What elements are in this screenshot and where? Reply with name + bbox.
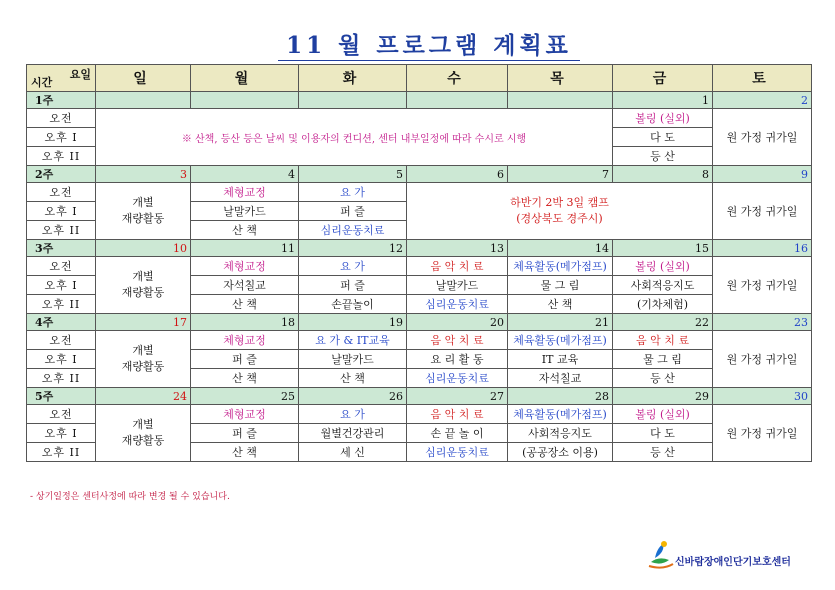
activity-cell: 손끝놀이	[299, 295, 407, 314]
time-slot-label: 오후 I	[27, 202, 96, 221]
home-visit-day: 원 가정 귀가일	[713, 109, 812, 166]
date-cell: 22	[613, 314, 713, 331]
activity-cell: 날말카드	[299, 350, 407, 369]
date-cell	[407, 92, 508, 109]
week-label: 5주	[27, 388, 96, 405]
activity-cell: 요 가 & IT교육	[299, 331, 407, 350]
date-cell	[191, 92, 299, 109]
home-visit-day: 원 가정 귀가일	[713, 183, 812, 240]
week-row	[27, 92, 812, 109]
activity-cell: 음 악 치 료	[407, 405, 508, 424]
date-cell	[96, 92, 191, 109]
date-cell: 23	[713, 314, 812, 331]
activity-cell: 체육활동(메가점프)	[508, 405, 613, 424]
activity-cell: 음 악 치 료	[407, 257, 508, 276]
date-cell	[508, 92, 613, 109]
day-header: 금	[613, 65, 713, 92]
date-cell: 5	[299, 166, 407, 183]
week-row	[27, 166, 812, 183]
activity-cell: 요 가	[299, 405, 407, 424]
time-slot-label: 오후 II	[27, 147, 96, 166]
day-header: 월	[191, 65, 299, 92]
week1-notice: ※ 산책, 등산 등은 날씨 및 이용자의 컨디션, 센터 내부일정에 따라 수시로 시행	[96, 109, 613, 166]
activity-cell: 산 책	[191, 369, 299, 388]
activity-cell: 요 리 활 동	[407, 350, 508, 369]
activity-cell: 산 책	[299, 369, 407, 388]
activity-cell: 날말카드	[191, 202, 299, 221]
date-cell: 7	[508, 166, 613, 183]
activity-cell: 요 가	[299, 257, 407, 276]
time-label: 시간	[31, 76, 53, 89]
center-name: 신바람장애인단기보호센터	[675, 557, 791, 568]
time-slot-label: 오전	[27, 405, 96, 424]
activity-cell: 체형교정	[191, 183, 299, 202]
time-slot-label: 오후 I	[27, 350, 96, 369]
activity-cell: 산 책	[508, 295, 613, 314]
date-cell: 8	[613, 166, 713, 183]
activity-cell: 음 악 치 료	[613, 331, 713, 350]
activity-cell: 퍼 즐	[299, 276, 407, 295]
activity-cell: (기차체험)	[613, 295, 713, 314]
date-cell: 19	[299, 314, 407, 331]
activity-cell: 심리운동치료	[407, 295, 508, 314]
time-slot-label: 오후 I	[27, 276, 96, 295]
activity-cell: 사회적응지도	[508, 424, 613, 443]
individual-activity: 개별 재량활동	[96, 331, 191, 388]
activity-cell: 심리운동치료	[299, 221, 407, 240]
date-cell: 25	[191, 388, 299, 405]
day-header: 목	[508, 65, 613, 92]
activity-cell: 물 그 림	[613, 350, 713, 369]
date-cell: 1	[613, 92, 713, 109]
week-row	[27, 314, 812, 331]
date-cell: 9	[713, 166, 812, 183]
date-cell: 29	[613, 388, 713, 405]
date-cell: 15	[613, 240, 713, 257]
activity-cell: 요 가	[299, 183, 407, 202]
home-visit-day: 원 가정 귀가일	[713, 257, 812, 314]
time-slot-label: 오후 I	[27, 128, 96, 147]
activity-cell: 손 끝 놀 이	[407, 424, 508, 443]
home-visit-day: 원 가정 귀가일	[713, 331, 812, 388]
date-cell: 12	[299, 240, 407, 257]
time-slot-label: 오전	[27, 257, 96, 276]
individual-activity: 개별 재량활동	[96, 257, 191, 314]
day-header: 일	[96, 65, 191, 92]
activity-cell: 등 산	[613, 147, 713, 166]
time-slot-label: 오전	[27, 183, 96, 202]
activity-cell: 볼링 (실외)	[613, 109, 713, 128]
activity-cell: (공공장소 이용)	[508, 443, 613, 462]
activity-cell: 자석칠교	[508, 369, 613, 388]
schedule-table	[26, 64, 812, 462]
date-cell: 27	[407, 388, 508, 405]
time-slot-label: 오후 I	[27, 424, 96, 443]
day-header: 수	[407, 65, 508, 92]
activity-cell: 체형교정	[191, 257, 299, 276]
activity-cell: 체육활동(메가점프)	[508, 257, 613, 276]
activity-cell: 심리운동치료	[407, 369, 508, 388]
activity-cell: 물 그 림	[508, 276, 613, 295]
week-row	[27, 240, 812, 257]
date-cell: 26	[299, 388, 407, 405]
time-slot-label: 오후 II	[27, 295, 96, 314]
date-cell: 21	[508, 314, 613, 331]
date-cell: 16	[713, 240, 812, 257]
week-label: 2주	[27, 166, 96, 183]
date-cell	[299, 92, 407, 109]
week-row	[27, 388, 812, 405]
week-label: 4주	[27, 314, 96, 331]
date-cell: 2	[713, 92, 812, 109]
date-cell: 3	[96, 166, 191, 183]
activity-cell: 등 산	[613, 443, 713, 462]
home-visit-day: 원 가정 귀가일	[713, 405, 812, 462]
activity-cell: 체형교정	[191, 405, 299, 424]
activity-cell: 등 산	[613, 369, 713, 388]
activity-cell: 음 악 치 료	[407, 331, 508, 350]
activity-cell: IT 교육	[508, 350, 613, 369]
activity-cell: 퍼 즐	[191, 350, 299, 369]
date-cell: 10	[96, 240, 191, 257]
date-cell: 30	[713, 388, 812, 405]
time-slot-label: 오전	[27, 109, 96, 128]
activity-cell: 산 책	[191, 295, 299, 314]
date-cell: 18	[191, 314, 299, 331]
page-title: 11 월 프로그램 계획표	[286, 32, 572, 59]
individual-activity: 개별 재량활동	[96, 405, 191, 462]
date-cell: 13	[407, 240, 508, 257]
time-slot-label: 오후 II	[27, 443, 96, 462]
activity-cell: 월별건강관리	[299, 424, 407, 443]
activity-cell: 다 도	[613, 128, 713, 147]
week-label: 1주	[27, 92, 96, 109]
activity-cell: 체육활동(메가점프)	[508, 331, 613, 350]
activity-cell: 체형교정	[191, 331, 299, 350]
activity-cell: 퍼 즐	[191, 424, 299, 443]
corner-cell	[27, 65, 96, 92]
camp-event: 하반기 2박 3일 캠프 (경상북도 경주시)	[407, 183, 713, 240]
activity-cell: 산 책	[191, 443, 299, 462]
day-header: 화	[299, 65, 407, 92]
activity-cell: 사회적응지도	[613, 276, 713, 295]
week-label: 3주	[27, 240, 96, 257]
individual-activity: 개별 재량활동	[96, 183, 191, 240]
date-cell: 6	[407, 166, 508, 183]
activity-cell: 날말카드	[407, 276, 508, 295]
date-cell: 14	[508, 240, 613, 257]
date-cell: 11	[191, 240, 299, 257]
date-cell: 28	[508, 388, 613, 405]
date-cell: 24	[96, 388, 191, 405]
time-slot-label: 오후 II	[27, 369, 96, 388]
date-cell: 20	[407, 314, 508, 331]
title-underline	[278, 60, 580, 61]
activity-cell: 볼링 (실외)	[613, 257, 713, 276]
activity-cell: 산 책	[191, 221, 299, 240]
schedule-footnote: - 상기일정은 센터사정에 따라 변경 될 수 있습니다.	[30, 492, 230, 502]
date-cell: 17	[96, 314, 191, 331]
activity-cell: 다 도	[613, 424, 713, 443]
activity-cell: 볼링 (실외)	[613, 405, 713, 424]
header-row	[27, 65, 812, 92]
activity-cell: 자석칠교	[191, 276, 299, 295]
day-label: 요일	[69, 68, 91, 81]
activity-cell: 세 신	[299, 443, 407, 462]
time-slot-label: 오전	[27, 331, 96, 350]
activity-cell: 퍼 즐	[299, 202, 407, 221]
time-slot-label: 오후 II	[27, 221, 96, 240]
day-header: 토	[713, 65, 812, 92]
date-cell: 4	[191, 166, 299, 183]
activity-cell: 심리운동치료	[407, 443, 508, 462]
